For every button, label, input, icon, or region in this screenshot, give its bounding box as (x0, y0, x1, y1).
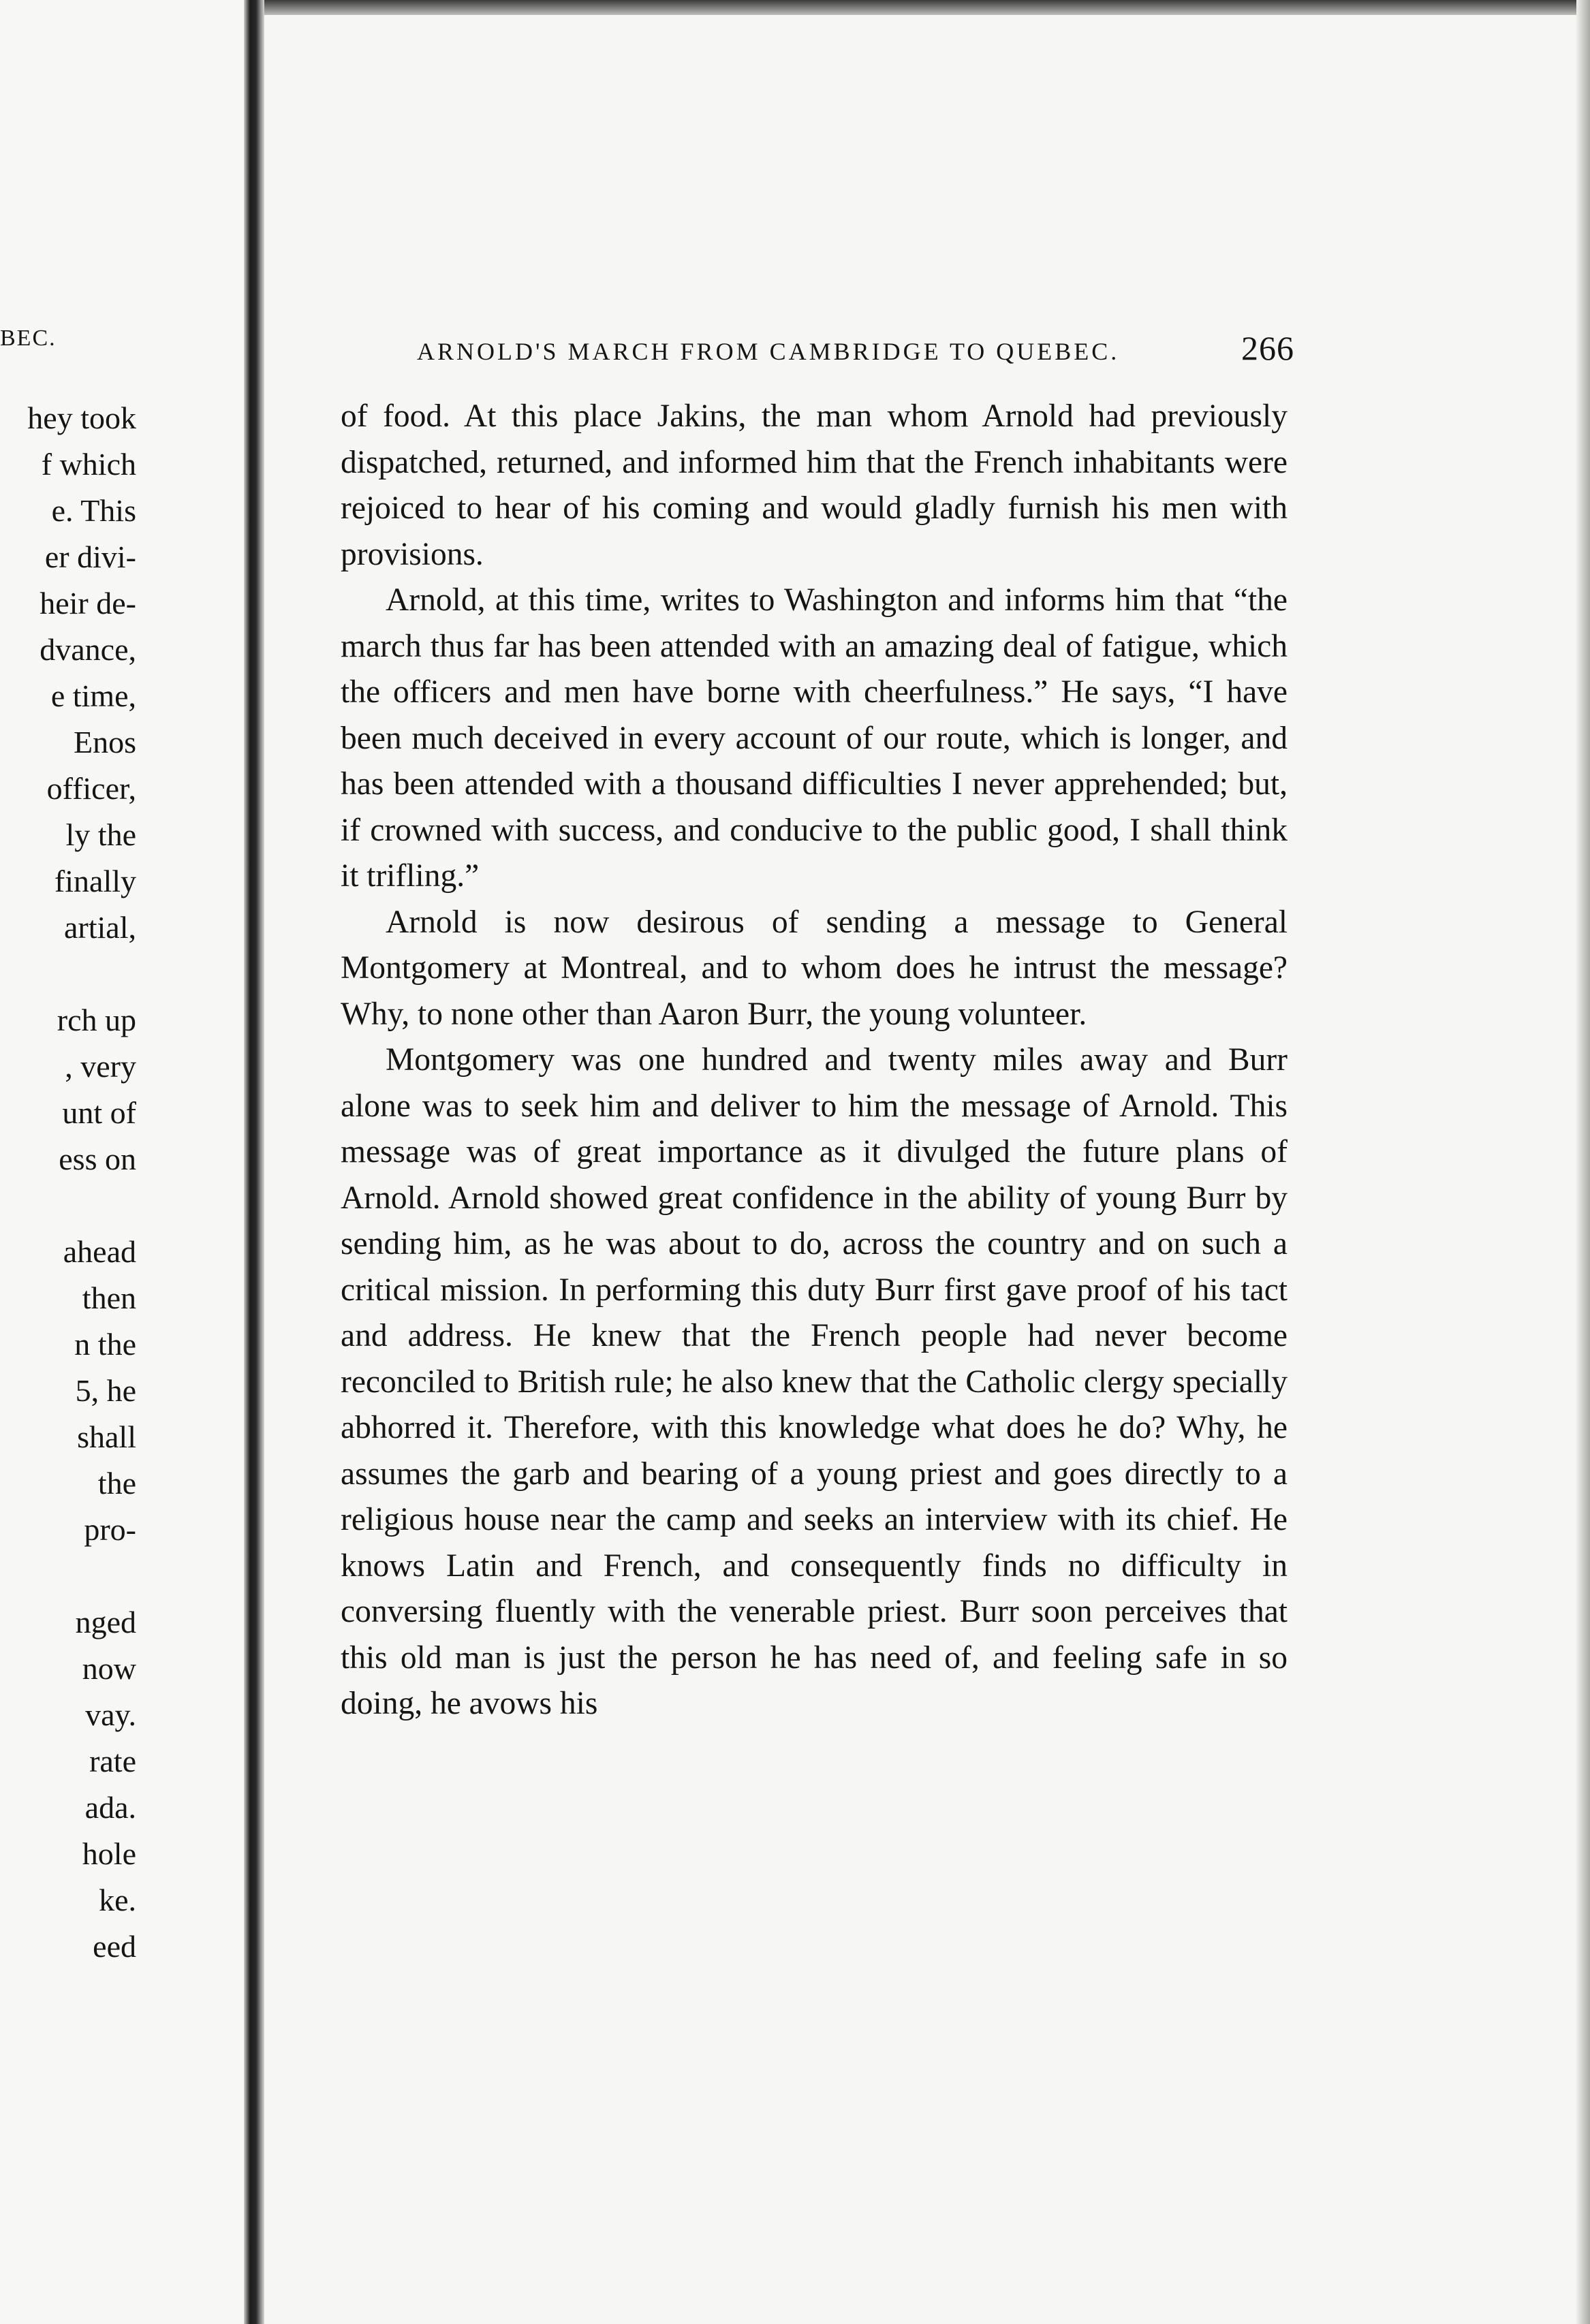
left-line: heir de- (40, 586, 136, 621)
left-line: officer, (46, 771, 136, 806)
left-line: 5, he (75, 1373, 136, 1408)
left-line: pro- (84, 1512, 136, 1547)
left-line-gap (0, 1182, 136, 1229)
left-line: ly the (65, 817, 136, 852)
left-page-fragment (0, 0, 244, 2324)
left-line: ada. (84, 1790, 136, 1825)
left-line: artial, (64, 910, 136, 945)
left-line: rate (89, 1744, 136, 1778)
left-line: vay. (85, 1697, 136, 1732)
left-line: ke. (99, 1883, 136, 1917)
left-line: rch up (57, 1003, 136, 1037)
left-page-text (0, 395, 136, 1970)
left-line: the (97, 1466, 136, 1501)
left-line: e. This (51, 493, 136, 528)
left-line: , very (65, 1049, 136, 1084)
left-line: Enos (74, 725, 136, 759)
left-line: now (82, 1651, 136, 1686)
left-page-header: BEC. (0, 326, 57, 351)
page-top-edge (264, 0, 1590, 15)
left-line: hey took (27, 401, 136, 435)
left-line: shall (77, 1419, 136, 1454)
left-line: ahead (63, 1234, 136, 1269)
book-gutter (244, 0, 264, 2324)
left-line: dvance, (40, 632, 136, 667)
left-line: n the (74, 1327, 136, 1362)
running-head-title: ARNOLD'S MARCH FROM CAMBRIDGE TO QUEBEC. (417, 338, 1120, 365)
paragraph: Montgomery was one hundred and twenty miles away and Burr alone was to seek him and deliver to him the message of Arnold. This message was of great importance as it divulged the future plans of Arnold. Arnold showed great confidence in the ability of young Burr by sending him, as he was about to do, across the country and on such a critical mission. In performing this duty Burr first gave proof of his tact and address. He knew that the French people had never become reconciled to British rule; he also knew that the Catholic clergy specially abhorred it. Therefore, with this knowledge what does he do? Why, he assumes the garb and bearing of a young priest and goes directly to a religious house near the camp and seeks an interview with its chief. He knows Latin and French, and consequently finds no difficulty in conversing fluently with the venerable priest. Burr soon perceives that this old man is just the person he has need of, and feeling safe in so doing, he avows his (341, 1042, 1288, 1721)
left-line: hole (82, 1836, 136, 1871)
paragraph: of food. At this place Jakins, the man whom Arnold had previously dispatched, returned, and informed him that the French inhabitants were rejoiced to hear of his coming and would gladly furnish his men with provisions. (341, 398, 1288, 572)
left-line: finally (54, 864, 136, 898)
left-line-gap (0, 951, 136, 997)
page-right-edge (1576, 0, 1590, 2324)
left-line: e time, (50, 678, 136, 713)
left-line: f which (41, 447, 136, 482)
left-line: nged (75, 1605, 136, 1639)
left-line: eed (93, 1929, 136, 1964)
left-line: er divi- (44, 539, 136, 574)
page-number: 266 (1241, 329, 1294, 367)
running-head (417, 328, 1294, 368)
page-body-text (341, 394, 1288, 1727)
left-line: unt of (62, 1095, 136, 1130)
paragraph: Arnold, at this time, writes to Washington and informs him that “the march thus far has been attended with an amazing deal of fatigue, which the officers and men have borne with cheerfulness.” He says, “I have been much deceived in every account of our route, which is longer, and has been attended with a thousand difficulties I never apprehended; but, if crowned with success, and conducive to the public good, I shall think it trifling.” (341, 582, 1288, 894)
paragraph: Arnold is now desirous of sending a message to General Montgomery at Montreal, and to whom does he intrust the message? Why, to none other than Aaron Burr, the young volunteer. (341, 904, 1288, 1032)
left-line: ess on (59, 1142, 136, 1176)
left-line-gap (0, 1553, 136, 1599)
left-line: then (82, 1281, 136, 1315)
